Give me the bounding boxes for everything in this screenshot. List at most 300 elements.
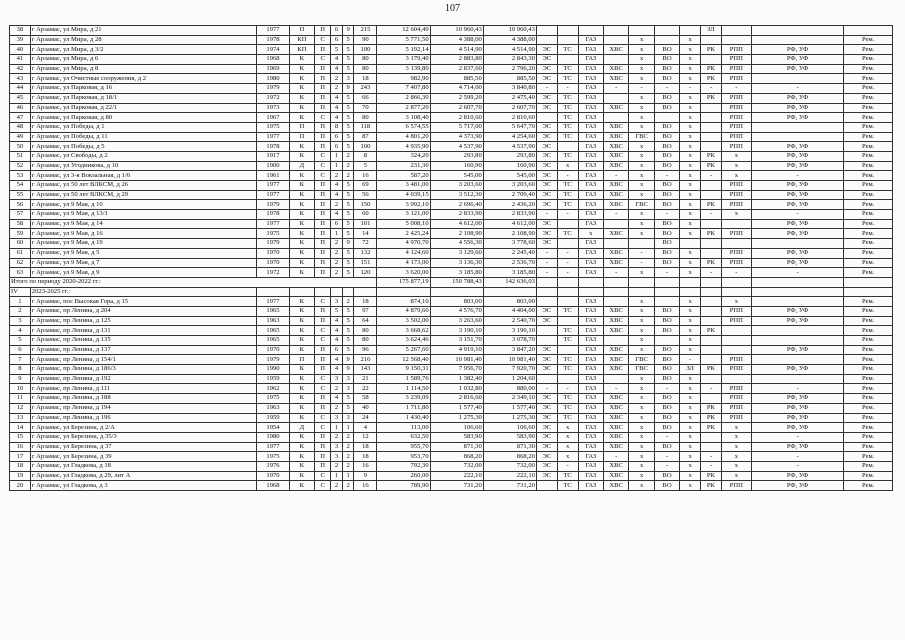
table-cell: 880,00	[483, 384, 536, 394]
table-cell: ГВС	[629, 355, 654, 365]
table-cell: 41	[10, 55, 31, 65]
table-cell: 16	[354, 461, 377, 471]
table-cell: ГАЗ	[578, 219, 603, 229]
table-cell: ВО	[654, 103, 679, 113]
table-cell: ВО	[654, 161, 679, 171]
table-cell: ГАЗ	[578, 161, 603, 171]
table-cell: 2	[10, 306, 31, 316]
table-cell: П	[315, 306, 331, 316]
table-cell: 222,10	[430, 471, 483, 481]
table-cell: Рем.	[844, 64, 893, 74]
table-cell: 3 668,62	[377, 326, 430, 336]
table-cell: 60	[10, 239, 31, 249]
table-cell: ГАЗ	[578, 181, 603, 191]
table-cell: ТС	[557, 190, 578, 200]
table-row	[10, 452, 893, 462]
table-cell: 4 173,00	[377, 258, 430, 268]
table-cell	[701, 113, 722, 123]
table-cell: 2 833,90	[483, 210, 536, 220]
table-cell: ГАЗ	[578, 84, 603, 94]
table-cell: С	[315, 423, 331, 433]
table-cell: г Арзамас, ул Березина, д 2/А	[30, 423, 257, 433]
table-cell: г Арзамас, ул Березина, д 39	[30, 452, 257, 462]
table-cell: ЭС	[536, 103, 557, 113]
table-cell: 118	[354, 122, 377, 132]
table-cell: 132	[354, 248, 377, 258]
table-cell: Рем.	[844, 452, 893, 462]
table-cell	[603, 374, 628, 384]
table-cell: 5	[342, 229, 354, 239]
table-cell: 4 254,60	[483, 132, 536, 142]
table-cell: 2 607,70	[483, 103, 536, 113]
table-cell: 2	[331, 248, 343, 258]
table-cell: 1963	[257, 403, 289, 413]
table-cell: К	[289, 113, 314, 123]
table-cell	[680, 26, 701, 36]
table-cell: 5	[342, 45, 354, 55]
table-cell: РФ, УФ	[751, 64, 843, 74]
table-cell: -	[701, 452, 722, 462]
table-cell: 1979	[257, 239, 289, 249]
table-cell: РК	[701, 64, 722, 74]
empty-cell	[654, 277, 679, 287]
table-cell: 2	[331, 74, 343, 84]
table-cell: 545,00	[430, 171, 483, 181]
table-cell: К	[289, 316, 314, 326]
table-cell: ХВС	[603, 45, 628, 55]
table-cell: Рем.	[844, 268, 893, 278]
table-cell: ВО	[654, 93, 679, 103]
table-cell: ТС	[557, 394, 578, 404]
table-cell	[751, 132, 843, 142]
table-cell: 80	[354, 55, 377, 65]
table-cell: Рем.	[844, 113, 893, 123]
table-cell: ВО	[654, 306, 679, 316]
table-cell: 583,90	[483, 432, 536, 442]
table-cell: 4	[331, 326, 343, 336]
table-cell: -	[654, 461, 679, 471]
table-cell: г Арзамас, ул 9 Мая, д 10	[30, 200, 257, 210]
table-cell: 4 612,00	[430, 219, 483, 229]
table-cell: 1965	[257, 326, 289, 336]
table-cell: 6	[331, 35, 343, 45]
table-cell: С	[315, 413, 331, 423]
table-cell: Рем.	[844, 190, 893, 200]
table-cell: ХВС	[603, 248, 628, 258]
table-cell: 1	[342, 471, 354, 481]
table-cell: РФ, УФ	[751, 45, 843, 55]
table-cell: ЭС	[536, 161, 557, 171]
table-cell: ГАЗ	[578, 55, 603, 65]
table-cell: ВО	[654, 481, 679, 491]
table-cell: х	[680, 423, 701, 433]
table-cell: 2	[331, 384, 343, 394]
table-cell	[578, 26, 603, 36]
table-cell: 2	[342, 461, 354, 471]
table-cell: ХВС	[603, 229, 628, 239]
table-cell: П	[315, 345, 331, 355]
table-cell	[654, 336, 679, 346]
table-cell	[721, 219, 751, 229]
table-cell: 731,20	[483, 481, 536, 491]
empty-cell	[751, 287, 843, 297]
table-cell: ХВС	[603, 181, 628, 191]
table-cell: ХВС	[603, 306, 628, 316]
table-cell	[701, 432, 722, 442]
table-cell: 2	[342, 432, 354, 442]
table-cell: 2 540,70	[483, 316, 536, 326]
table-cell: х	[721, 471, 751, 481]
table-cell: РПП	[721, 103, 751, 113]
table-cell: ЭС	[536, 432, 557, 442]
table-cell: Рем.	[844, 374, 893, 384]
table-cell: Рем.	[844, 84, 893, 94]
table-cell: 38	[10, 26, 31, 36]
table-cell: С	[315, 336, 331, 346]
table-cell: х	[680, 258, 701, 268]
table-cell: 2 810,60	[483, 113, 536, 123]
table-cell: х	[629, 374, 654, 384]
table-cell: 1979	[257, 200, 289, 210]
table-cell: ЭС	[536, 64, 557, 74]
table-cell: РФ, УФ	[751, 442, 843, 452]
table-cell: г Арзамас, пос Высокая Гора, д 15	[30, 297, 257, 307]
table-row	[10, 113, 893, 123]
table-cell: Рем.	[844, 423, 893, 433]
table-cell: -	[751, 432, 843, 442]
table-cell: 5	[342, 190, 354, 200]
empty-cell	[483, 287, 536, 297]
table-cell: 9	[342, 26, 354, 36]
table-cell: 5	[354, 161, 377, 171]
table-cell: г Арзамас, пр Ленина, д 186/3	[30, 365, 257, 375]
table-cell: 5	[342, 403, 354, 413]
table-cell: х	[680, 442, 701, 452]
table-cell	[701, 394, 722, 404]
table-cell: РПП	[721, 93, 751, 103]
table-cell: РФ, УФ	[751, 200, 843, 210]
table-cell: х	[629, 297, 654, 307]
table-cell: 12	[10, 403, 31, 413]
table-cell: РК	[701, 229, 722, 239]
table-cell: 22	[354, 384, 377, 394]
table-cell: ЭС	[536, 74, 557, 84]
table-cell: 58	[354, 394, 377, 404]
table-cell: х	[629, 55, 654, 65]
table-cell: ВО	[654, 151, 679, 161]
table-cell: 97	[354, 306, 377, 316]
table-cell: 46	[10, 103, 31, 113]
table-cell: 2 599,20	[430, 93, 483, 103]
table-cell: П	[315, 132, 331, 142]
table-cell: 80	[354, 113, 377, 123]
empty-cell	[557, 277, 578, 287]
table-cell: 7	[10, 355, 31, 365]
table-cell: РК	[701, 45, 722, 55]
table-cell	[557, 374, 578, 384]
table-cell: К	[289, 442, 314, 452]
table-row	[10, 316, 893, 326]
table-cell: 3	[331, 374, 343, 384]
table-cell: 1979	[257, 355, 289, 365]
table-cell: 3 512,30	[430, 190, 483, 200]
table-cell: Рем.	[844, 316, 893, 326]
table-cell: 1 032,80	[430, 384, 483, 394]
table-cell	[654, 297, 679, 307]
table-cell: РФ, УФ	[751, 113, 843, 123]
table-row	[10, 365, 893, 375]
table-cell: П	[315, 181, 331, 191]
table-cell: 151	[354, 258, 377, 268]
table-cell: г Арзамас, ул Мира, д 28	[30, 35, 257, 45]
total-label: Итого по периоду 2020-2022 гг.:	[10, 277, 377, 287]
table-cell: Рем.	[844, 219, 893, 229]
table-cell: ГАЗ	[578, 481, 603, 491]
table-cell: 792,30	[377, 461, 430, 471]
table-cell: К	[289, 471, 314, 481]
empty-cell	[701, 277, 722, 287]
table-cell: х	[680, 151, 701, 161]
table-cell: 2	[331, 403, 343, 413]
table-cell: ЭС	[536, 229, 557, 239]
table-cell: 1	[331, 423, 343, 433]
table-cell: 5	[342, 268, 354, 278]
table-cell: К	[289, 374, 314, 384]
table-cell: 2 607,70	[430, 103, 483, 113]
table-cell: Рем.	[844, 132, 893, 142]
table-row	[10, 442, 893, 452]
table-cell: 18	[10, 461, 31, 471]
table-cell: РФ, УФ	[751, 190, 843, 200]
table-cell: 2	[331, 258, 343, 268]
table-cell: 885,50	[430, 74, 483, 84]
table-cell: ГАЗ	[578, 316, 603, 326]
table-cell: ГАЗ	[578, 345, 603, 355]
table-row	[10, 403, 893, 413]
table-cell: 4	[331, 394, 343, 404]
table-cell	[844, 26, 893, 36]
empty-cell	[680, 277, 701, 287]
total-value: 142 636,03	[483, 277, 536, 287]
table-cell: 1972	[257, 268, 289, 278]
table-cell: Рем.	[844, 45, 893, 55]
table-cell: ТС	[557, 200, 578, 210]
table-cell: 4 612,00	[483, 219, 536, 229]
empty-cell	[557, 287, 578, 297]
table-cell: х	[629, 45, 654, 55]
table-cell: С	[315, 471, 331, 481]
table-cell: г Арзамас, пр Ленина, д 196	[30, 413, 257, 423]
table-cell: 545,00	[483, 171, 536, 181]
table-cell: 1 577,40	[483, 403, 536, 413]
table-cell: ЭС	[536, 316, 557, 326]
table-cell: х	[629, 171, 654, 181]
table-cell: П	[315, 258, 331, 268]
table-cell	[536, 26, 557, 36]
table-cell: 1975	[257, 452, 289, 462]
table-cell: ГАЗ	[578, 374, 603, 384]
table-cell: -	[603, 84, 628, 94]
table-cell	[701, 181, 722, 191]
table-cell: х	[629, 316, 654, 326]
table-cell: 1 204,60	[483, 374, 536, 384]
empty-cell	[289, 287, 314, 297]
table-cell: РК	[701, 326, 722, 336]
table-cell: 4	[331, 64, 343, 74]
table-cell: П	[315, 142, 331, 152]
table-cell: 16	[354, 481, 377, 491]
table-cell: 80	[354, 326, 377, 336]
table-cell: ГАЗ	[578, 171, 603, 181]
table-cell: х	[680, 297, 701, 307]
table-cell: ХВС	[603, 151, 628, 161]
table-cell: П	[315, 452, 331, 462]
table-cell: ЭС	[536, 345, 557, 355]
table-cell: Рем.	[844, 122, 893, 132]
table-cell: ЭС	[536, 219, 557, 229]
table-row	[10, 161, 893, 171]
table-cell: ВО	[654, 200, 679, 210]
table-cell: 3 624,46	[377, 336, 430, 346]
table-cell: г Арзамас, пр Ленина, д 137	[30, 345, 257, 355]
table-cell: ГАЗ	[578, 384, 603, 394]
table-cell: 5	[342, 200, 354, 210]
table-cell: 2 837,60	[430, 64, 483, 74]
empty-cell	[430, 287, 483, 297]
table-cell: РПП	[721, 200, 751, 210]
table-cell: 2 866,30	[377, 93, 430, 103]
table-cell: 1	[331, 471, 343, 481]
table-cell	[751, 239, 843, 249]
table-cell: -	[751, 461, 843, 471]
table-cell: х	[629, 306, 654, 316]
empty-cell	[354, 287, 377, 297]
table-cell: 324,20	[377, 151, 430, 161]
table-row	[10, 306, 893, 316]
table-cell: ЭС	[536, 423, 557, 433]
table-cell: 4 556,30	[430, 239, 483, 249]
table-cell	[654, 26, 679, 36]
table-cell: 42	[10, 64, 31, 74]
table-cell: ТС	[557, 64, 578, 74]
table-cell: -	[536, 248, 557, 258]
table-cell: -	[557, 84, 578, 94]
table-cell: К	[289, 326, 314, 336]
table-cell: х	[629, 74, 654, 84]
table-cell: ЭС	[536, 151, 557, 161]
table-cell: г Арзамас, ул 50 лет ВЛКСМ, д 29	[30, 190, 257, 200]
table-cell: РК	[701, 413, 722, 423]
table-cell: ТС	[557, 229, 578, 239]
table-cell: ЭС	[536, 461, 557, 471]
table-cell: ЗЛ	[701, 26, 722, 36]
table-cell: 2	[342, 297, 354, 307]
table-cell: РПП	[721, 316, 751, 326]
table-cell: 9	[342, 239, 354, 249]
total-value: 175 877,19	[377, 277, 430, 287]
table-cell: С	[315, 55, 331, 65]
table-cell: 1917	[257, 151, 289, 161]
table-cell: 4 537,90	[430, 142, 483, 152]
table-cell: х	[680, 161, 701, 171]
table-cell: -	[701, 84, 722, 94]
table-cell: С	[315, 297, 331, 307]
table-cell: С	[315, 374, 331, 384]
table-cell: К	[289, 365, 314, 375]
table-cell: х	[721, 442, 751, 452]
table-cell: 2	[342, 481, 354, 491]
table-cell: х	[629, 113, 654, 123]
table-cell: 2	[331, 432, 343, 442]
table-cell: 3	[331, 442, 343, 452]
table-cell: 14	[10, 423, 31, 433]
table-cell: г Арзамас, ул Гладкова, д 18	[30, 461, 257, 471]
table-cell: РФ, УФ	[751, 258, 843, 268]
table-cell: х	[680, 142, 701, 152]
table-cell	[654, 113, 679, 123]
section-title: 2023-2025 гг.:	[30, 287, 257, 297]
table-cell: 9	[354, 471, 377, 481]
table-cell	[603, 35, 628, 45]
table-cell: ХВС	[603, 432, 628, 442]
table-cell: 1967	[257, 113, 289, 123]
table-cell: 1900	[257, 161, 289, 171]
table-cell: ЭС	[536, 200, 557, 210]
table-cell: 5	[342, 336, 354, 346]
table-cell	[629, 239, 654, 249]
table-cell: 5	[342, 181, 354, 191]
table-cell: ВО	[654, 239, 679, 249]
table-cell	[603, 219, 628, 229]
table-row	[10, 394, 893, 404]
table-cell: ВО	[654, 258, 679, 268]
table-cell: 9	[342, 84, 354, 94]
table-cell: -	[654, 268, 679, 278]
table-cell: ХВС	[603, 365, 628, 375]
table-cell: 2 883,80	[430, 55, 483, 65]
table-cell: 2 816,60	[430, 394, 483, 404]
table-cell: П	[315, 239, 331, 249]
table-cell: ХВС	[603, 394, 628, 404]
table-cell: -	[701, 268, 722, 278]
table-cell	[701, 355, 722, 365]
table-cell: ХВС	[603, 403, 628, 413]
table-cell: г Арзамас, ул Победы, д 1	[30, 122, 257, 132]
table-cell: х	[557, 161, 578, 171]
table-row	[10, 74, 893, 84]
table-cell: х	[680, 384, 701, 394]
table-cell: 3 136,30	[430, 258, 483, 268]
table-cell: 6	[331, 345, 343, 355]
table-cell: 4 935,90	[377, 142, 430, 152]
table-cell: 3 778,60	[483, 239, 536, 249]
table-row	[10, 171, 893, 181]
table-cell: ГАЗ	[578, 142, 603, 152]
table-cell: 2	[342, 171, 354, 181]
table-cell: 1 114,50	[377, 384, 430, 394]
table-cell: 10 960,43	[483, 26, 536, 36]
table-cell: 50	[10, 142, 31, 152]
table-cell: РПП	[721, 413, 751, 423]
table-cell: 18	[354, 74, 377, 84]
table-cell: 1 589,76	[377, 374, 430, 384]
table-cell: ЭС	[536, 55, 557, 65]
table-cell: ВО	[654, 190, 679, 200]
table-cell: 100	[354, 45, 377, 55]
table-cell	[536, 374, 557, 384]
table-cell: ГАЗ	[578, 113, 603, 123]
table-cell: х	[629, 35, 654, 45]
